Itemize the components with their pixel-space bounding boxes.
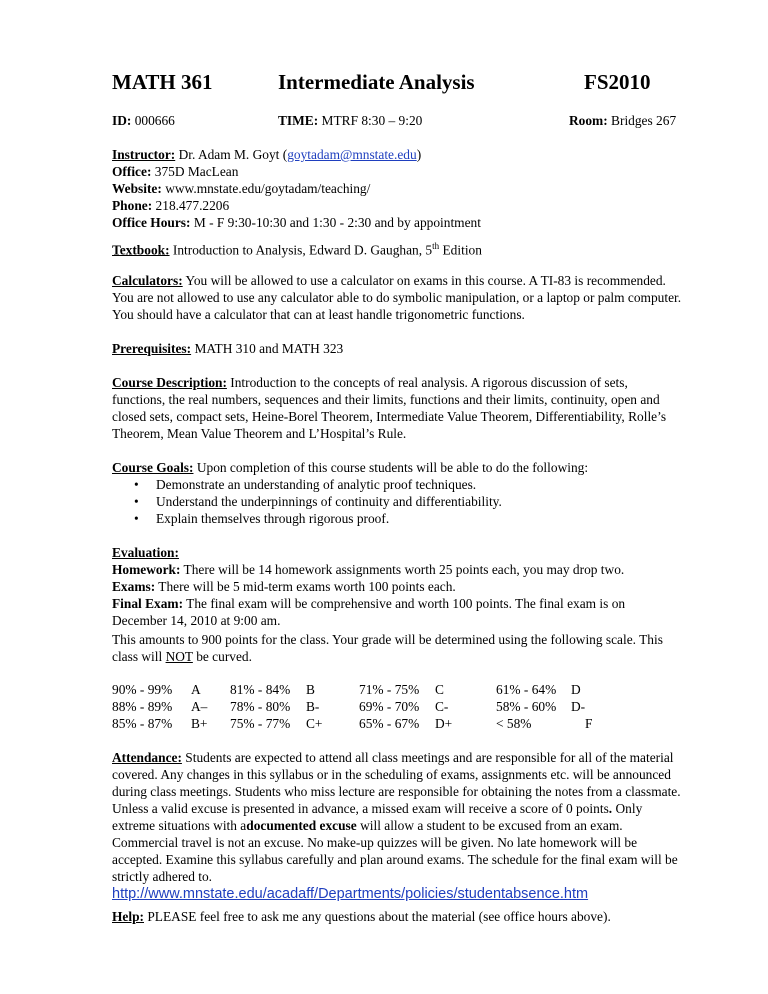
course-goals: Course Goals: Upon completion of this course students will be able to do the following: • Demonstrate an understanding of analytic proof techniques. • Understand the underpinnings of continuity and differentiability. • Explain themselves through rigorous proof.	[112, 459, 682, 527]
grade-scale-col-2: 81% - 84% B 78% - 80% B- 75% - 77% C+	[230, 682, 323, 731]
website-line: Website: www.mnstate.edu/goytadam/teaching/	[112, 181, 371, 196]
prerequisites-line: Prerequisites: MATH 310 and MATH 323	[112, 341, 344, 356]
attendance-paragraph: Attendance: Students are expected to attend all class meetings and are responsible for all of the material covered. Any changes in this syllabus or in the scheduling of exams, assignments etc. will be announced during class meetings. Students who miss lecture are responsible for obtaining the notes from a classmate. Unless a valid excuse is presented in advance, a missed exam will receive a score of 0 points. Only extreme situations with adocumented excuse will allow a student to be excused from an exam. Commercial travel is not an excuse. No make-up quizzes will be given. No late homework will be accepted. Examine this syllabus carefully and plan around exams. The schedule for the final exam will be strictly adhered to. http://www.mnstate.edu/acadaff/Departments/policies/studentabsence.htm	[112, 750, 681, 902]
course-description: Course Description: Introduction to the concepts of real analysis. A rigorous discussion of sets, functions, the real numbers, sequences and their limits, functions and their limits, continuity, open and closed sets, compact sets, Heine-Borel Theorem, Intermediate Value Theorem, Differentiability, Rolle’s Theorem, Mean Value Theorem and L’Hospital’s Rule.	[112, 375, 667, 441]
term: FS2010	[584, 70, 651, 94]
course-id: ID: 000666	[112, 113, 175, 128]
goal-item: • Explain themselves through rigorous proof.	[134, 510, 682, 527]
instructor-email-link[interactable]: goytadam@mnstate.edu	[287, 147, 417, 162]
grading-note: This amounts to 900 points for the class. Your grade will be determined using the following scale. This class will NOT be curved.	[112, 632, 663, 664]
office-line: Office: 375D MacLean	[112, 164, 239, 179]
instructor-block	[112, 146, 682, 231]
grade-scale-col-4: 61% - 64% D 58% - 60% D- < 58% F	[496, 682, 593, 731]
calculators-paragraph: Calculators: You will be allowed to use a calculator on exams in this course. A TI-83 is recommended. You are not allowed to use any calculator able to do symbolic manipulation, or a laptop or palm computer. You should have a calculator that can at least handle trigonometric functions.	[112, 273, 682, 322]
office-hours-line: Office Hours: M - F 9:30-10:30 and 1:30 - 2:30 and by appointment	[112, 215, 481, 230]
course-time: TIME: MTRF 8:30 – 9:20	[278, 113, 423, 128]
goal-item: • Understand the underpinnings of continuity and differentiability.	[134, 493, 682, 510]
exams-line: Exams: There will be 5 mid-term exams worth 100 points each.	[112, 579, 456, 594]
textbook-line: Textbook: Introduction to Analysis, Edward D. Gaughan, 5th Edition	[112, 241, 482, 258]
absence-policy-link[interactable]: http://www.mnstate.edu/acadaff/Departments/policies/studentabsence.htm	[112, 886, 589, 902]
grade-scale-col-1: 90% - 99% A 88% - 89% A– 85% - 87% B+	[112, 682, 208, 731]
course-room: Room: Bridges 267	[569, 113, 677, 128]
goal-item: • Demonstrate an understanding of analytic proof techniques.	[134, 476, 682, 493]
final-exam-line: Final Exam: The final exam will be comprehensive and worth 100 points. The final exam is on December 14, 2010 at 9:00 am.	[112, 596, 626, 628]
help-line: Help: PLEASE feel free to ask me any questions about the material (see office hours above).	[112, 909, 611, 924]
course-number: MATH 361	[112, 70, 213, 94]
instructor-line: Instructor: Dr. Adam M. Goyt (goytadam@mnstate.edu)	[112, 147, 422, 162]
phone-line: Phone: 218.477.2206	[112, 198, 230, 213]
evaluation-section: Evaluation: Homework: There will be 14 homework assignments worth 25 points each, you may drop two. Exams: There will be 5 mid-term exams worth 100 points each. Final Exam: The final exam will be comprehensive and worth 100 points. The final exam is on December 14, 2010 at 9:00 am.	[112, 544, 682, 629]
homework-line: Homework: There will be 14 homework assignments worth 25 points each, you may drop two.	[112, 562, 625, 577]
grade-scale-col-3: 71% - 75% C 69% - 70% C- 65% - 67% D+	[359, 682, 453, 731]
course-title: Intermediate Analysis	[278, 70, 475, 94]
